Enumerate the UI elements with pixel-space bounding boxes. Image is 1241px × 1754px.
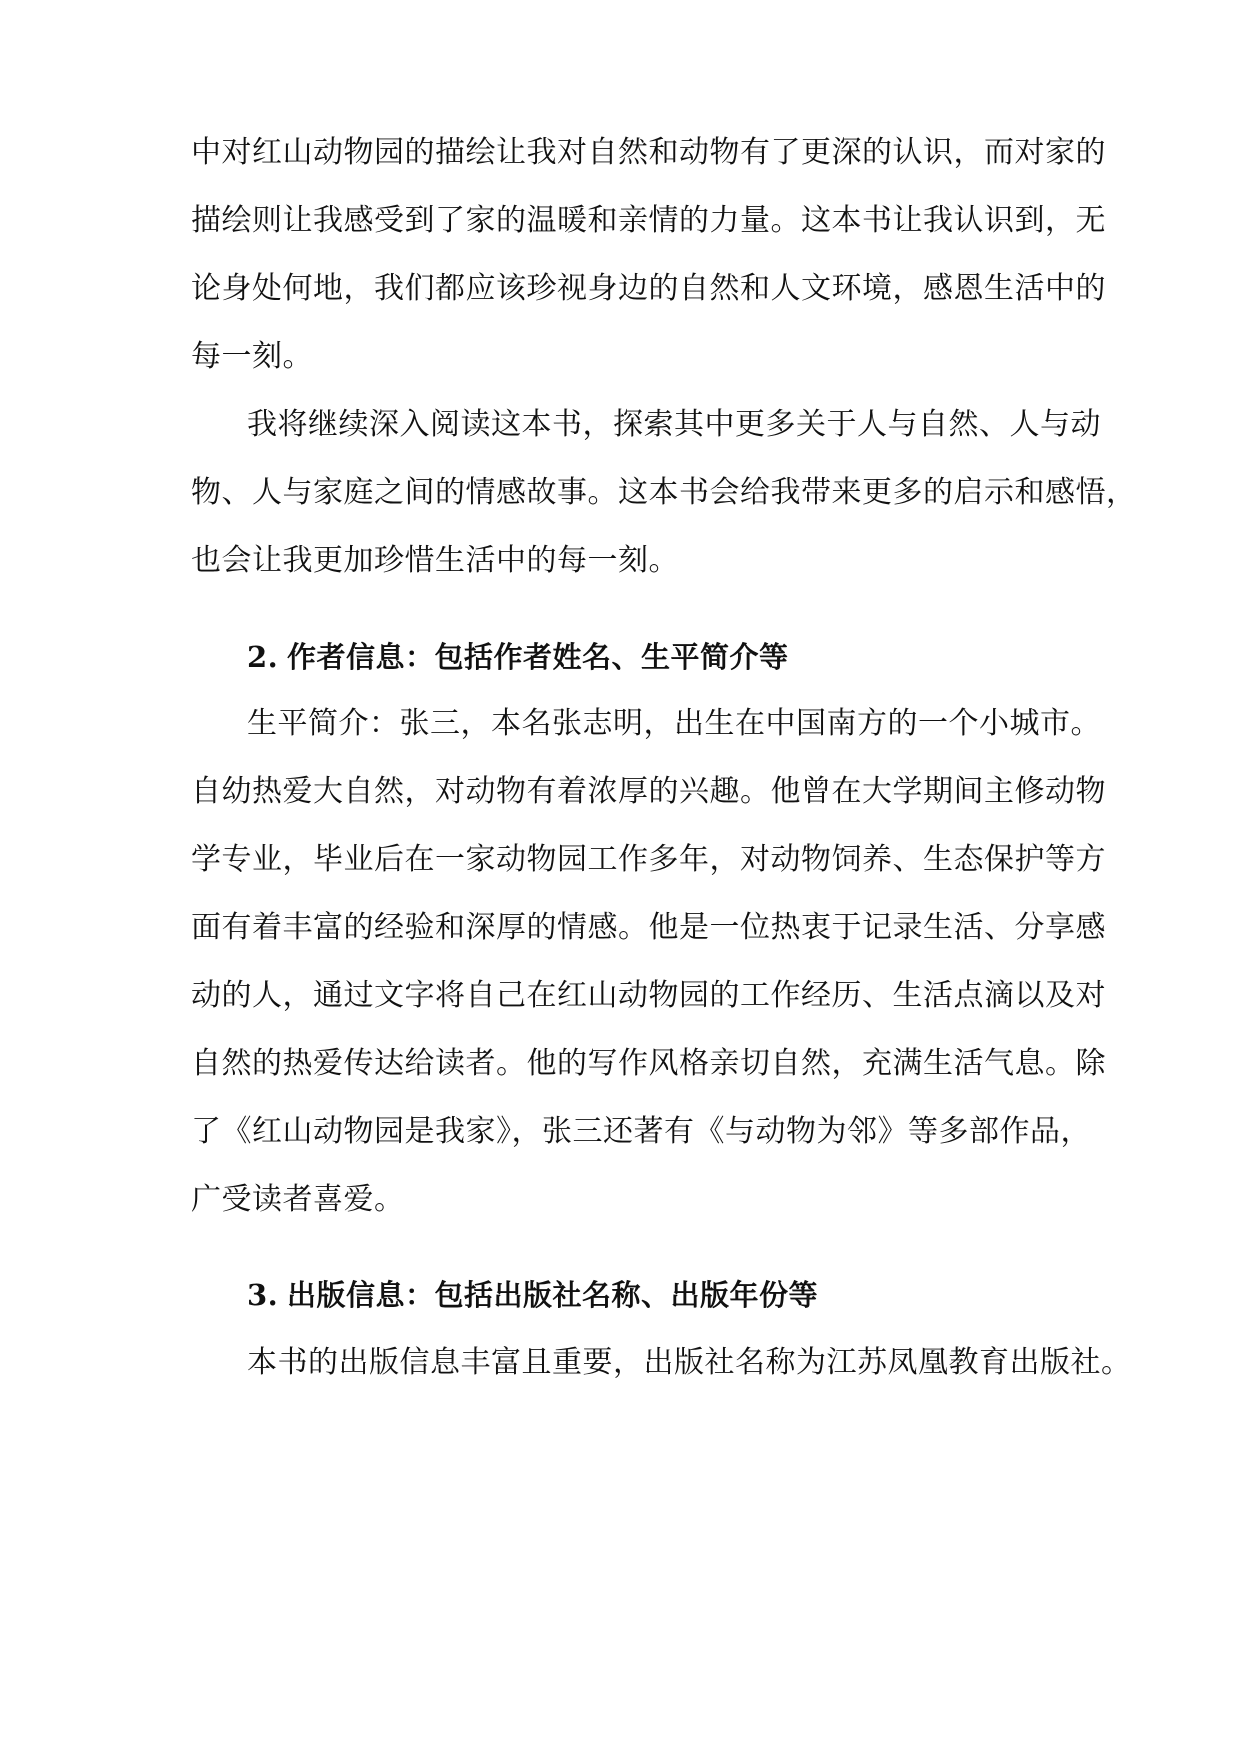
paragraph-line: 论身处何地，我们都应该珍视身边的自然和人文环境，感恩生活中的	[191, 271, 1106, 306]
paragraph-line: 动的人，通过文字将自己在红山动物园的工作经历、生活点滴以及对	[191, 978, 1106, 1013]
heading-text: 出版信息：包括出版社名称、出版年份等	[287, 1278, 819, 1312]
paragraph-line: 自然的热爱传达给读者。他的写作风格亲切自然，充满生活气息。除	[191, 1046, 1106, 1081]
paragraph-line: 中对红山动物园的描绘让我对自然和动物有了更深的认识，而对家的	[191, 135, 1106, 170]
paragraph-line: 学专业，毕业后在一家动物园工作多年，对动物饲养、生态保护等方	[191, 842, 1106, 877]
paragraph-line: 描绘则让我感受到了家的温暖和亲情的力量。这本书让我认识到，无	[191, 203, 1106, 238]
paragraph-line: 自幼热爱大自然，对动物有着浓厚的兴趣。他曾在大学期间主修动物	[191, 774, 1106, 809]
heading-number: 3.	[247, 1278, 279, 1312]
paragraph-line: 也会让我更加珍惜生活中的每一刻。	[191, 543, 679, 578]
heading-text: 作者信息：包括作者姓名、生平简介等	[287, 640, 789, 674]
paragraph-line: 广受读者喜爱。	[191, 1182, 405, 1217]
section-heading-publication	[247, 1275, 1107, 1315]
paragraph-line: 我将继续深入阅读这本书，探索其中更多关于人与自然、人与动	[247, 407, 1101, 442]
section-heading-author	[247, 637, 1107, 677]
paragraph-line: 每一刻。	[191, 339, 313, 374]
heading-number: 2.	[247, 640, 279, 674]
paragraph-line: 本书的出版信息丰富且重要，出版社名称为江苏凤凰教育出版社。	[247, 1345, 1132, 1380]
paragraph-line: 了《红山动物园是我家》，张三还著有《与动物为邻》等多部作品，	[191, 1114, 1091, 1149]
paragraph-line: 生平简介：张三，本名张志明，出生在中国南方的一个小城市。	[247, 706, 1101, 741]
paragraph-line: 面有着丰富的经验和深厚的情感。他是一位热衷于记录生活、分享感	[191, 910, 1106, 945]
paragraph-line: 物、人与家庭之间的情感故事。这本书会给我带来更多的启示和感悟，	[191, 475, 1137, 510]
